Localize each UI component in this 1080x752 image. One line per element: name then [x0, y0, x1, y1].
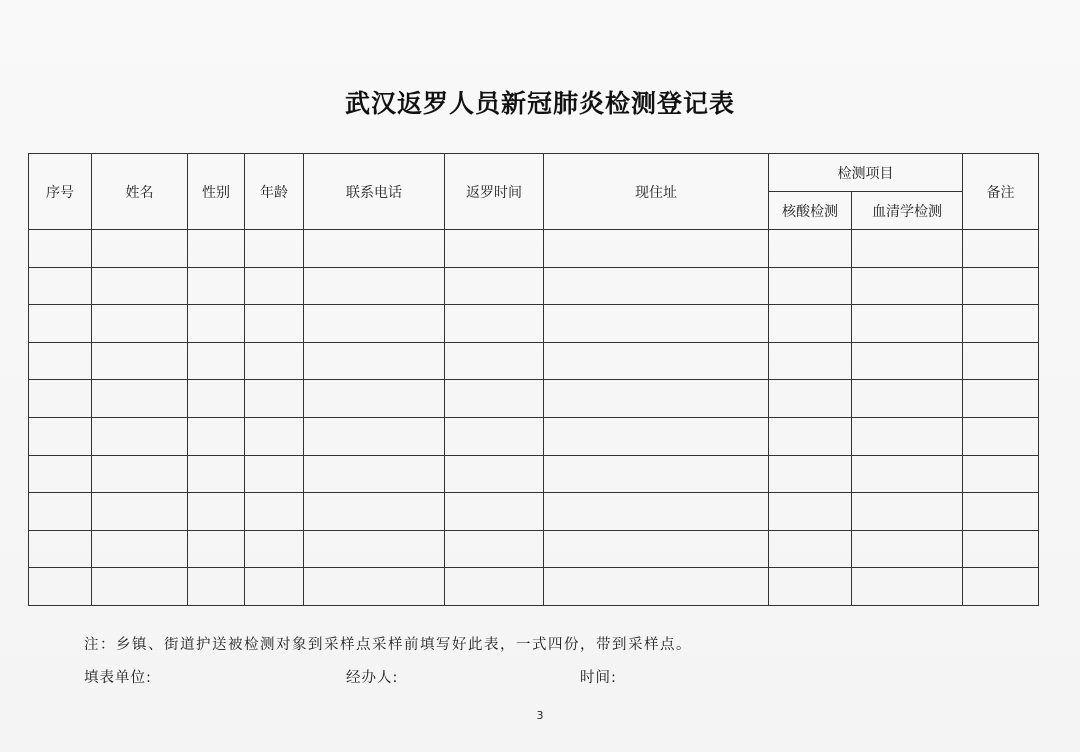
table-cell	[29, 530, 92, 568]
registration-table	[28, 153, 1039, 606]
table-cell	[963, 267, 1039, 305]
table-cell	[544, 342, 769, 380]
table-cell	[188, 493, 245, 531]
table-cell	[769, 230, 852, 268]
table-cell	[92, 455, 188, 493]
table-cell	[245, 568, 304, 606]
table-cell	[92, 380, 188, 418]
table-cell	[304, 417, 445, 455]
header-test-items: 检测项目	[769, 154, 963, 192]
table-cell	[304, 230, 445, 268]
table-cell	[963, 380, 1039, 418]
fill-unit-label: 填表单位:	[84, 670, 152, 686]
table-cell	[29, 305, 92, 343]
table-cell	[445, 267, 544, 305]
page-number: 3	[536, 709, 544, 722]
table-cell	[304, 342, 445, 380]
table-cell	[445, 530, 544, 568]
time-label: 时间:	[580, 670, 617, 686]
table-cell	[92, 267, 188, 305]
table-row	[29, 455, 1039, 493]
table-cell	[544, 380, 769, 418]
header-gender: 性别	[188, 154, 245, 230]
table-cell	[245, 342, 304, 380]
table-cell	[92, 305, 188, 343]
table-cell	[245, 267, 304, 305]
table-cell	[852, 342, 963, 380]
table-cell	[304, 455, 445, 493]
table-cell	[445, 230, 544, 268]
table-cell	[445, 417, 544, 455]
table-cell	[544, 417, 769, 455]
table-cell	[852, 530, 963, 568]
table-cell	[29, 417, 92, 455]
table-cell	[852, 305, 963, 343]
table-cell	[304, 493, 445, 531]
table-row	[29, 417, 1039, 455]
table-row	[29, 267, 1039, 305]
table-cell	[188, 342, 245, 380]
page-title: 武汉返罗人员新冠肺炎检测登记表	[344, 89, 735, 118]
handler-label: 经办人:	[346, 670, 399, 686]
table-cell	[769, 417, 852, 455]
table-row	[29, 305, 1039, 343]
table-cell	[852, 230, 963, 268]
table-cell	[963, 305, 1039, 343]
table-cell	[29, 230, 92, 268]
table-cell	[29, 455, 92, 493]
table-cell	[852, 380, 963, 418]
table-cell	[445, 455, 544, 493]
table-cell	[304, 568, 445, 606]
table-cell	[245, 380, 304, 418]
table-cell	[769, 267, 852, 305]
table-row	[29, 230, 1039, 268]
table-cell	[304, 267, 445, 305]
table-cell	[188, 305, 245, 343]
table-cell	[188, 568, 245, 606]
header-age: 年龄	[245, 154, 304, 230]
table-cell	[769, 568, 852, 606]
table-cell	[92, 417, 188, 455]
table-row	[29, 342, 1039, 380]
table-cell	[769, 380, 852, 418]
table-cell	[963, 568, 1039, 606]
header-row	[29, 154, 1039, 192]
table-cell	[852, 455, 963, 493]
table-cell	[188, 380, 245, 418]
table-cell	[188, 417, 245, 455]
header-seq: 序号	[29, 154, 92, 230]
header-nucleic-test: 核酸检测	[769, 192, 852, 230]
table-cell	[544, 493, 769, 531]
header-remarks: 备注	[963, 154, 1039, 230]
table-cell	[544, 530, 769, 568]
table-row	[29, 493, 1039, 531]
table-cell	[963, 493, 1039, 531]
table-row	[29, 530, 1039, 568]
table-cell	[304, 380, 445, 418]
table-cell	[852, 417, 963, 455]
table-cell	[445, 493, 544, 531]
table-cell	[92, 530, 188, 568]
table-row	[29, 380, 1039, 418]
table-cell	[245, 417, 304, 455]
table-row	[29, 568, 1039, 606]
table-cell	[445, 380, 544, 418]
table-cell	[245, 305, 304, 343]
table-cell	[92, 568, 188, 606]
table-cell	[92, 342, 188, 380]
table-cell	[245, 230, 304, 268]
table-cell	[304, 530, 445, 568]
header-phone: 联系电话	[304, 154, 445, 230]
table-cell	[188, 530, 245, 568]
table-cell	[92, 493, 188, 531]
table-cell	[445, 342, 544, 380]
header-name: 姓名	[92, 154, 188, 230]
table-cell	[445, 305, 544, 343]
table-cell	[544, 267, 769, 305]
table-cell	[188, 230, 245, 268]
table-cell	[188, 455, 245, 493]
table-cell	[29, 342, 92, 380]
table-cell	[852, 568, 963, 606]
table-cell	[188, 267, 245, 305]
table-cell	[769, 342, 852, 380]
table-cell	[769, 530, 852, 568]
table-cell	[852, 493, 963, 531]
table-cell	[963, 530, 1039, 568]
table-cell	[29, 493, 92, 531]
table-cell	[544, 455, 769, 493]
table-cell	[963, 342, 1039, 380]
table-cell	[769, 305, 852, 343]
table-cell	[29, 568, 92, 606]
header-serology-test: 血清学检测	[852, 192, 963, 230]
header-address: 现住址	[544, 154, 769, 230]
table-cell	[963, 417, 1039, 455]
table-cell	[92, 230, 188, 268]
table-cell	[544, 568, 769, 606]
table-cell	[29, 267, 92, 305]
table-cell	[245, 455, 304, 493]
table-cell	[544, 230, 769, 268]
table-cell	[852, 267, 963, 305]
table-cell	[544, 305, 769, 343]
table-cell	[769, 455, 852, 493]
table-cell	[963, 230, 1039, 268]
table-cell	[769, 493, 852, 531]
table-cell	[245, 530, 304, 568]
table-cell	[29, 380, 92, 418]
table-cell	[445, 568, 544, 606]
table-cell	[304, 305, 445, 343]
table-cell	[245, 493, 304, 531]
note-text: 注：乡镇、街道护送被检测对象到采样点采样前填写好此表，一式四份，带到采样点。	[84, 637, 692, 653]
table-cell	[963, 455, 1039, 493]
header-return-time: 返罗时间	[445, 154, 544, 230]
